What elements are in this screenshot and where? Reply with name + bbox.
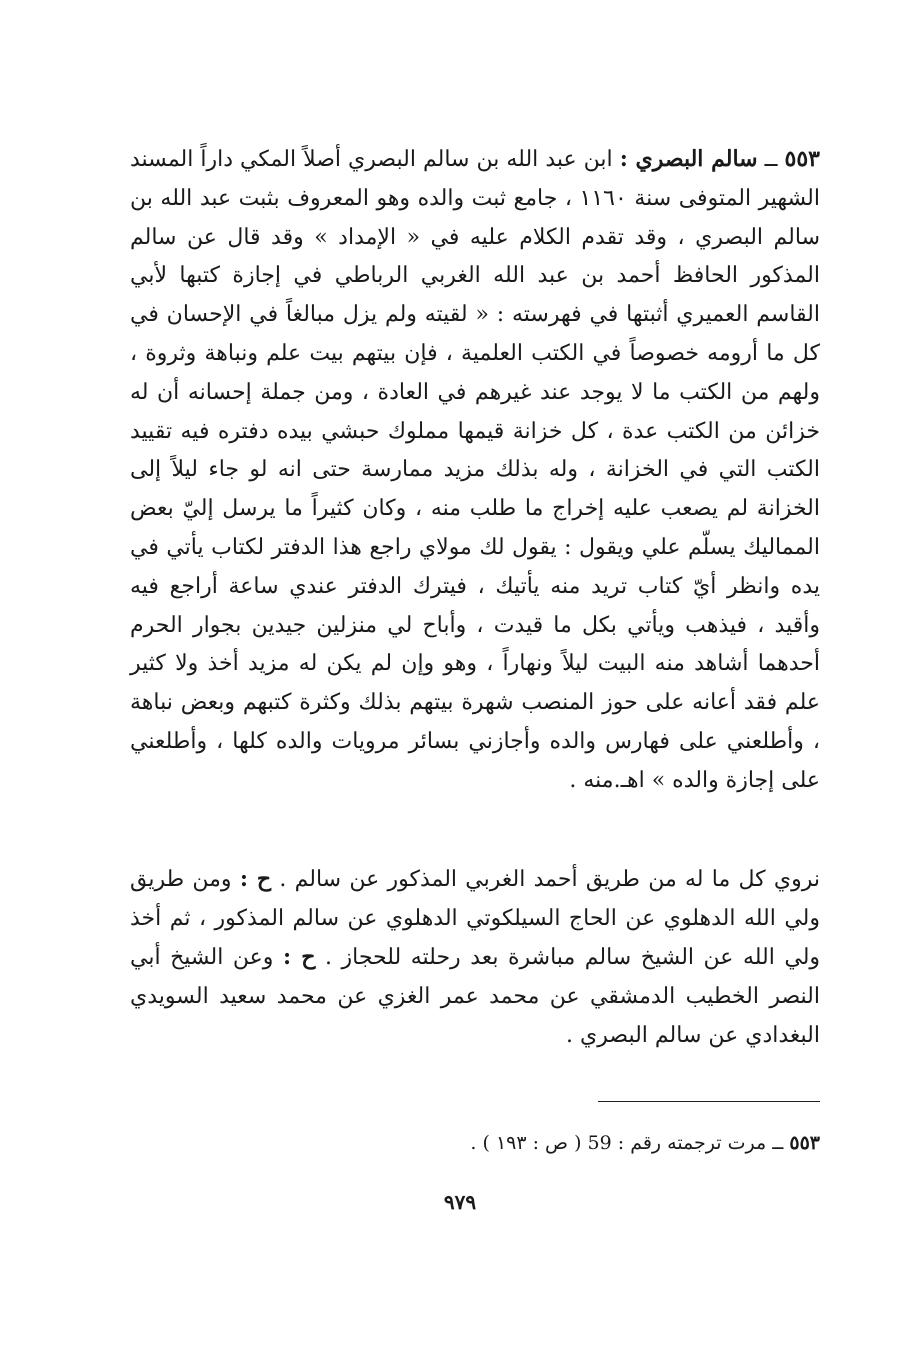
- chain-marker-2: ح :: [282, 944, 316, 970]
- page-number: ٩٧٩: [443, 1190, 477, 1214]
- chain-paragraph: [130, 860, 820, 1055]
- entry-paragraph: [130, 140, 820, 801]
- entry-dash: ــ: [764, 147, 778, 172]
- biography-entry: [130, 140, 820, 801]
- transmission-chain: [130, 860, 820, 1055]
- footnote: [330, 1128, 820, 1158]
- entry-text: ابن عبد الله بن سالم البصري أصلاً المكي داراً المسند الشهير المتوفى سنة ١١٦٠ ، جامع ثبت والده وهو المعروف بثبت عبد الله بن سالم البصري ، وقد تقدم الكلام عليه في « الإمداد » وقد قال عن سالم المذكور الحافظ أحمد بن عبد الله الغربي الرباطي في إجازة كتبها لأبي القاسم العميري أثبتها في فهرسته : « لقيته ولم يزل مبالغاً في الإحسان في كل ما أرومه خصوصاً في الكتب العلمية ، فإن بيتهم بيت علم ونباهة وثروة ، ولهم من الكتب ما لا يوجد عند غيرهم في العادة ، ومن جملة إحسانه أن له خزائن من الكتب عدة ، كل خزانة قيمها مملوك حبشي بيده دفتره فيه تقييد الكتب التي في الخزانة ، وله بذلك مزيد ممارسة حتى انه لو جاء ليلاً إلى الخزانة لم يصعب عليه إخراج ما طلب منه ، وكان كثيراً ما يرسل إليّ بعض المماليك يسلّم علي ويقول : يقول لك مولاي راجع هذا الدفتر لكتاب يأتي في يده وانظر أيّ كتاب تريد منه يأتيك ، فيترك الدفتر عندي ساعة أراجع فيه وأقيد ، فيذهب ويأتي بكل ما قيدت ، وأباح لي منزلين جيدين بجوار الحرم أحدهما أشاهد منه البيت ليلاً ونهاراً ، وهو وإن لم يكن له مزيد أخذ ولا كثير علم فقد أعانه على حوز المنصب شهرة بيتهم بذلك وكثرة كتبهم وبعض نباهة ، وأطلعني على فهارس والده وأجازني بسائر مرويات والده كلها ، وأطلعني على إجازة والده » اهـ.منه .: [130, 147, 821, 793]
- footnote-divider: [598, 1101, 820, 1102]
- chain-marker-1: ح :: [239, 866, 272, 892]
- chain-text-1: نروي كل ما له من طريق أحمد الغربي المذكور عن سالم .: [279, 867, 821, 892]
- footnote-number: ٥٥٣: [789, 1132, 820, 1154]
- footnote-text: ــ مرت ترجمته رقم : 59 ( ص : ١٩٣ ) .: [470, 1132, 784, 1154]
- entry-number: ٥٥٣: [784, 146, 820, 172]
- entry-name: سالم البصري :: [619, 146, 758, 172]
- chain-text-3: وعن الشيخ أبي النصر الخطيب الدمشقي عن محمد عمر الغزي عن محمد سعيد السويدي البغدادي عن سالم البصري .: [130, 945, 820, 1048]
- chain-text-2: ومن طريق ولي الله الدهلوي عن الحاج السيلكوتي الدهلوي عن سالم المذكور ، ثم أخذ ولي الله عن الشيخ سالم مباشرة بعد رحلته للحجاز .: [130, 867, 821, 970]
